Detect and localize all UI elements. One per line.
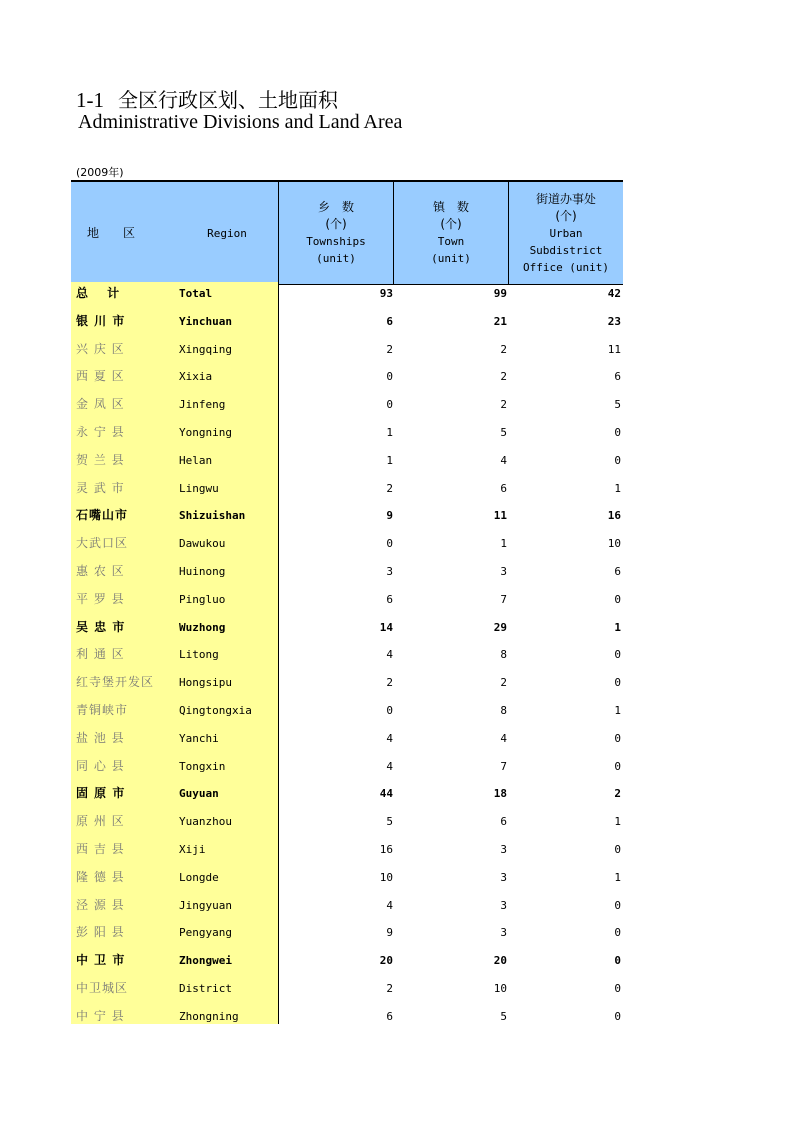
town-value: 20 xyxy=(493,954,507,968)
town-value: 8 xyxy=(500,704,507,717)
header-office-cn: 街道办事处 xyxy=(535,191,596,206)
table-header xyxy=(71,180,623,285)
town-value: 3 xyxy=(500,898,507,912)
region-name-en: Total xyxy=(179,287,213,300)
table-row xyxy=(71,363,623,391)
header-office-en-1: Urban xyxy=(549,226,583,240)
table-row xyxy=(71,836,623,864)
town-value: 3 xyxy=(500,926,507,940)
region-name-cn: 中 宁 县 xyxy=(76,1008,125,1023)
town-value: 21 xyxy=(493,314,507,328)
town-value: 4 xyxy=(500,731,507,745)
region-name-en: District xyxy=(179,982,232,995)
office-value: 23 xyxy=(607,314,621,328)
region-name-cn: 原 州 区 xyxy=(76,814,125,829)
townships-value: 2 xyxy=(386,676,393,690)
region-name-cn: 总 计 xyxy=(76,286,121,300)
region-name-en: Pengyang xyxy=(179,926,232,940)
office-value: 10 xyxy=(607,537,621,551)
townships-value: 16 xyxy=(379,843,393,856)
office-value: 1 xyxy=(614,704,621,717)
header-region-cn-cell xyxy=(71,182,151,284)
office-value: 0 xyxy=(614,731,621,745)
table-number: 1-1 xyxy=(76,88,104,112)
header-townships xyxy=(279,182,393,284)
townships-value: 14 xyxy=(379,620,393,634)
table-row xyxy=(71,975,623,1003)
townships-value: 9 xyxy=(386,926,393,940)
region-name-cn: 固 原 市 xyxy=(76,786,126,801)
table-row xyxy=(71,280,623,308)
header-office-en-2: Subdistrict xyxy=(529,243,603,257)
office-value: 6 xyxy=(614,565,621,578)
townships-value: 6 xyxy=(386,1009,393,1023)
table-row xyxy=(71,669,623,697)
region-name-cn: 西 吉 县 xyxy=(76,842,125,856)
office-value: 0 xyxy=(614,843,621,856)
townships-value: 44 xyxy=(379,787,393,801)
town-value: 1 xyxy=(500,537,507,551)
header-region-en: Region xyxy=(207,226,247,240)
table-row xyxy=(71,1003,623,1031)
town-value: 3 xyxy=(500,843,507,856)
region-name-en: Xingqing xyxy=(179,342,232,356)
office-value: 1 xyxy=(614,481,621,495)
region-name-cn: 贺 兰 县 xyxy=(76,452,125,467)
table-row xyxy=(71,614,623,642)
town-value: 2 xyxy=(500,342,507,356)
region-name-en: Yongning xyxy=(179,426,232,439)
town-value: 8 xyxy=(500,648,507,662)
table-row xyxy=(71,530,623,558)
region-name-en: Xiji xyxy=(179,843,206,856)
table-title-cn xyxy=(76,84,338,113)
table-row xyxy=(71,641,623,669)
header-town xyxy=(394,182,508,284)
office-value: 0 xyxy=(614,648,621,662)
table-row xyxy=(71,586,623,614)
region-name-en: Qingtongxia xyxy=(179,704,252,717)
townships-value: 2 xyxy=(386,481,393,495)
town-value: 3 xyxy=(500,565,507,578)
office-value: 5 xyxy=(614,398,621,412)
region-name-cn: 红寺堡开发区 xyxy=(76,675,155,690)
region-name-en: Huinong xyxy=(179,565,226,578)
region-name-en: Shizuishan xyxy=(179,509,246,523)
table-row xyxy=(71,558,623,586)
region-name-en: Litong xyxy=(179,648,219,662)
region-name-en: Hongsipu xyxy=(179,676,232,690)
office-value: 6 xyxy=(614,370,621,384)
table-row xyxy=(71,947,623,975)
town-value: 2 xyxy=(500,676,507,690)
region-name-cn: 吴 忠 市 xyxy=(76,619,126,634)
table-row xyxy=(71,919,623,947)
region-name-cn: 金 凤 区 xyxy=(76,397,125,412)
table-row xyxy=(71,753,623,781)
region-name-cn: 大武口区 xyxy=(76,536,129,551)
table-row xyxy=(71,864,623,892)
town-value: 2 xyxy=(500,370,507,384)
region-name-cn: 兴 庆 区 xyxy=(76,341,125,356)
table-row xyxy=(71,336,623,364)
region-name-en: Jingyuan xyxy=(179,898,232,912)
region-name-en: Zhongwei xyxy=(179,954,232,968)
office-value: 0 xyxy=(614,426,621,439)
town-value: 6 xyxy=(500,815,507,829)
region-name-en: Dawukou xyxy=(179,537,226,551)
region-name-cn: 隆 德 县 xyxy=(76,869,125,884)
table-row xyxy=(71,391,623,419)
town-value: 2 xyxy=(500,398,507,412)
townships-value: 3 xyxy=(386,565,393,578)
header-region-cn: 地 区 xyxy=(86,225,135,240)
region-name-cn: 西 夏 区 xyxy=(76,369,125,384)
table-title-en: Administrative Divisions and Land Area xyxy=(78,111,403,133)
townships-value: 4 xyxy=(386,648,393,662)
office-value: 1 xyxy=(614,870,621,884)
region-name-en: Zhongning xyxy=(179,1009,239,1023)
table-row xyxy=(71,419,623,447)
townships-value: 4 xyxy=(386,759,393,773)
year-note: (2009年) xyxy=(76,166,124,179)
header-town-unit-cn: (个) xyxy=(440,217,462,231)
header-townships-cn: 乡 数 xyxy=(317,200,354,214)
town-value: 18 xyxy=(493,787,507,801)
town-value: 7 xyxy=(500,592,507,606)
title-cn-text: 全区行政区划、土地面积 xyxy=(118,88,338,112)
town-value: 3 xyxy=(500,870,507,884)
office-value: 0 xyxy=(614,592,621,606)
region-name-en: Xixia xyxy=(179,370,213,384)
town-value: 7 xyxy=(500,759,507,773)
region-name-cn: 平 罗 县 xyxy=(76,591,125,606)
town-value: 5 xyxy=(500,1009,507,1023)
town-value: 4 xyxy=(500,453,507,467)
office-value: 16 xyxy=(607,509,621,523)
table-row xyxy=(71,475,623,503)
table-row xyxy=(71,808,623,836)
townships-value: 6 xyxy=(386,314,393,328)
town-value: 5 xyxy=(500,426,507,439)
office-value: 2 xyxy=(614,787,621,801)
region-name-en: Yanchi xyxy=(179,731,219,745)
region-name-cn: 中卫城区 xyxy=(76,981,129,995)
region-name-en: Jinfeng xyxy=(179,398,226,412)
region-name-cn: 利 通 区 xyxy=(76,647,125,662)
townships-value: 0 xyxy=(386,370,393,384)
townships-value: 0 xyxy=(386,537,393,551)
region-name-cn: 同 心 县 xyxy=(76,758,125,773)
header-town-cn: 镇 数 xyxy=(432,200,469,214)
townships-value: 0 xyxy=(386,704,393,717)
town-value: 6 xyxy=(500,481,507,495)
townships-value: 5 xyxy=(386,815,393,829)
townships-value: 9 xyxy=(386,509,393,523)
office-value: 11 xyxy=(607,342,621,356)
townships-value: 4 xyxy=(386,898,393,912)
header-office-en-3: Office (unit) xyxy=(522,260,610,274)
townships-value: 10 xyxy=(379,870,393,884)
townships-value: 20 xyxy=(379,954,393,968)
region-name-cn: 永 宁 县 xyxy=(76,425,125,439)
townships-value: 1 xyxy=(386,426,393,439)
region-name-en: Lingwu xyxy=(179,481,219,495)
table-row xyxy=(71,502,623,530)
header-town-en: Town xyxy=(437,235,465,248)
townships-value: 6 xyxy=(386,592,393,606)
header-townships-en: Townships xyxy=(306,235,366,248)
header-office xyxy=(509,182,623,284)
region-name-en: Wuzhong xyxy=(179,620,226,634)
office-value: 0 xyxy=(614,926,621,940)
region-name-en: Tongxin xyxy=(179,759,226,773)
region-name-en: Longde xyxy=(179,870,219,884)
table-row xyxy=(71,892,623,920)
table-row xyxy=(71,697,623,725)
region-name-en: Yuanzhou xyxy=(179,815,232,829)
townships-value: 1 xyxy=(386,453,393,467)
region-name-en: Pingluo xyxy=(179,592,226,606)
region-name-cn: 银 川 市 xyxy=(76,313,126,328)
office-value: 0 xyxy=(614,982,621,995)
office-value: 0 xyxy=(614,759,621,773)
header-region-en-cell xyxy=(181,182,273,284)
office-value: 1 xyxy=(614,620,621,634)
office-value: 0 xyxy=(614,1009,621,1023)
townships-value: 93 xyxy=(379,287,393,300)
townships-value: 0 xyxy=(386,398,393,412)
office-value: 0 xyxy=(614,898,621,912)
townships-value: 2 xyxy=(386,982,393,995)
region-name-cn: 彭 阳 县 xyxy=(76,925,125,940)
region-name-en: Helan xyxy=(179,453,213,467)
region-name-cn: 中 卫 市 xyxy=(76,953,126,968)
header-town-unit-en: (unit) xyxy=(431,252,471,265)
office-value: 0 xyxy=(614,453,621,467)
region-name-en: Yinchuan xyxy=(179,314,232,328)
header-townships-unit-en: (unit) xyxy=(316,252,356,265)
header-office-unit-cn: (个) xyxy=(555,208,577,223)
town-value: 11 xyxy=(493,509,507,523)
town-value: 29 xyxy=(493,620,507,634)
table-row xyxy=(71,447,623,475)
region-name-en: Guyuan xyxy=(179,787,219,801)
office-value: 0 xyxy=(614,676,621,690)
town-value: 99 xyxy=(493,287,507,300)
region-name-cn: 石嘴山市 xyxy=(76,508,129,523)
townships-value: 2 xyxy=(386,342,393,356)
table-row xyxy=(71,780,623,808)
table-row xyxy=(71,725,623,753)
region-name-cn: 盐 池 县 xyxy=(76,730,125,745)
town-value: 10 xyxy=(493,982,507,995)
region-name-cn: 泾 源 县 xyxy=(76,897,125,912)
header-townships-unit-cn: (个) xyxy=(325,217,347,231)
office-value: 1 xyxy=(614,815,621,829)
table-row xyxy=(71,308,623,336)
office-value: 42 xyxy=(607,287,621,300)
office-value: 0 xyxy=(614,954,621,968)
region-name-cn: 灵 武 市 xyxy=(76,480,125,495)
region-name-cn: 青铜峡市 xyxy=(76,703,129,717)
region-name-cn: 惠 农 区 xyxy=(76,564,125,578)
townships-value: 4 xyxy=(386,731,393,745)
